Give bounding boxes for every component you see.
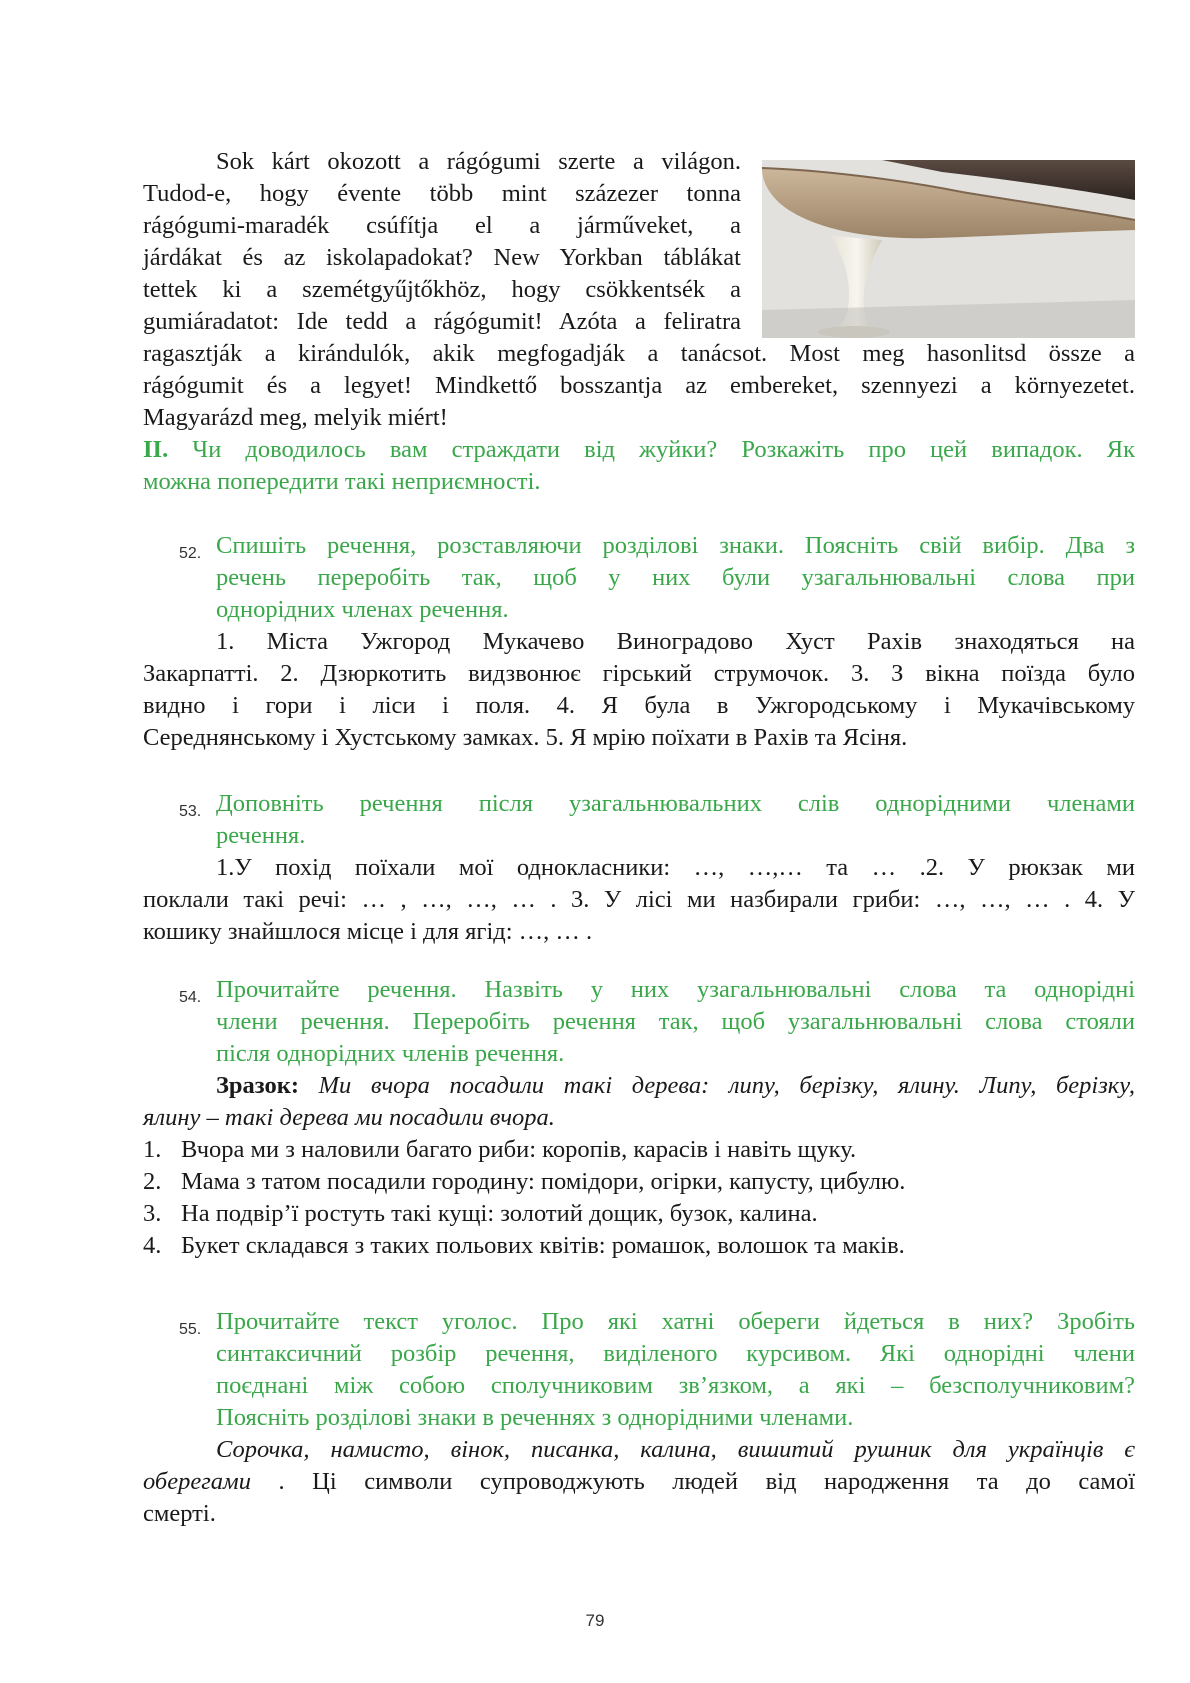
- exercise-text-line: кошику знайшлося місце і для ягід: …, … .: [143, 918, 593, 945]
- exercise-53-text: [143, 852, 1135, 948]
- exercise-54-number: 54.: [179, 989, 202, 1006]
- instruction-line: Доповніть речення після узагальнювальних слів однорідними членами: [216, 790, 1135, 817]
- list-item-text: Мама з татом посадили городину: помідори, огірки, капусту, цибулю.: [181, 1168, 906, 1195]
- exercise-text-line: 1.У похід поїхали мої однокласники: …, …,… та … .2. У рюкзак ми: [216, 854, 1135, 881]
- instruction-line: речення.: [216, 822, 306, 849]
- italic-sentence: оберегами: [143, 1468, 251, 1495]
- intro-line: rágógumi-maradék csúfítja el a járműveket, a: [143, 212, 741, 239]
- list-item: [143, 1230, 1135, 1262]
- intro-line: Tudod-e, hogy évente több mint százezer tonna: [143, 180, 741, 207]
- intro-paragraph-wrapped: [143, 146, 741, 338]
- task-2-line: Чи доводилось вам страждати від жуйки? Розкажіть про цей випадок. Як: [168, 436, 1135, 463]
- chewing-gum-photo: [762, 160, 1135, 338]
- shoe-with-gum-illustration: [762, 160, 1135, 338]
- exercise-54-list: [143, 1134, 1135, 1262]
- instruction-line: члени речення. Переробіть речення так, щоб узагальнювальні слова стояли: [216, 1008, 1135, 1035]
- list-item-text: Вчора ми з наловили багато риби: коропів, карасів і навіть щуку.: [181, 1136, 857, 1163]
- intro-line: ragasztják a kirándulók, akik megfogadják a tanácsot. Most meg hasonlitsd össze a: [143, 340, 1135, 367]
- list-item-text: Букет складався з таких польових квітів: ромашок, волошок та маків.: [181, 1232, 905, 1259]
- list-item-number: 3.: [143, 1200, 162, 1227]
- sample-label: Зразок:: [216, 1072, 300, 1099]
- list-item-number: 1.: [143, 1136, 162, 1163]
- exercise-text-line: видно і гори і ліси і поля. 4. Я була в Ужгородському і Мукачівському: [143, 692, 1135, 719]
- instruction-line: Спишіть речення, розставляючи розділові знаки. Поясніть свій вибір. Два з: [216, 532, 1135, 559]
- exercise-52-text: [143, 626, 1135, 754]
- exercise-55-number: 55.: [179, 1321, 202, 1338]
- exercise-52-number: 52.: [179, 545, 202, 562]
- exercise-53-number: 53.: [179, 803, 202, 820]
- list-item-number: 2.: [143, 1168, 162, 1195]
- sample-text: ялину – такі дерева ми посадили вчора.: [143, 1104, 555, 1131]
- list-item: [143, 1134, 1135, 1166]
- sample-text: Ми вчора посадили такі дерева: липу, берізку, ялину. Липу, берізку,: [299, 1072, 1135, 1099]
- intro-paragraph-full: [143, 338, 1135, 434]
- exercise-text-line: Середнянському і Хустському замках. 5. Я мрію поїхати в Рахів та Ясіня.: [143, 724, 908, 751]
- italic-sentence: Сорочка, намисто, вінок, писанка, калина, вишитий рушник для українців є: [216, 1436, 1135, 1463]
- list-item: [143, 1166, 1135, 1198]
- intro-line: Sok kárt okozott a rágógumi szerte a világon.: [216, 148, 741, 175]
- page-number: 79: [585, 1611, 605, 1630]
- instruction-line: речень переробіть так, щоб у них були узагальнювальні слова при: [216, 564, 1135, 591]
- task-2-line: можна попередити такі неприємності.: [143, 468, 541, 495]
- exercise-text: . Ці символи супроводжують людей від народження та до самої: [250, 1468, 1135, 1495]
- exercise-text-line: поклали такі речі: … , …, …, … . 3. У лісі ми назбирали гриби: …, …, … . 4. У: [143, 886, 1135, 913]
- intro-line: Magyarázd meg, melyik miért!: [143, 404, 448, 431]
- exercise-text-line: Закарпатті. 2. Дзюркотить видзвонює гірський струмочок. 3. З вікна поїзда було: [143, 660, 1135, 687]
- exercise-54-instruction: [216, 974, 1135, 1070]
- exercise-55-instruction: [216, 1306, 1135, 1434]
- intro-line: járdákat és az iskolapadokat? New Yorkban táblákat: [143, 244, 741, 271]
- instruction-line: Прочитайте текст уголос. Про які хатні обереги йдеться в них? Зробіть: [216, 1308, 1135, 1335]
- intro-line: gumiáradatot: Ide tedd a rágógumit! Azóta a feliratra: [143, 308, 741, 335]
- instruction-line: однорідних членах речення.: [216, 596, 509, 623]
- task-2: [143, 434, 1135, 498]
- exercise-53-instruction: [216, 788, 1135, 852]
- instruction-line: Поясніть розділові знаки в реченнях з однорідними членами.: [216, 1404, 854, 1431]
- instruction-line: поєднані між собою сполучниковим зв’язком, а які – безсполучниковим?: [216, 1372, 1135, 1399]
- instruction-line: після однорідних членів речення.: [216, 1040, 565, 1067]
- task-2-marker: II.: [143, 436, 169, 463]
- exercise-54-sample: [143, 1070, 1135, 1134]
- exercise-52-instruction: [216, 530, 1135, 626]
- list-item-text: На подвір’ї ростуть такі кущі: золотий дощик, бузок, калина.: [181, 1200, 818, 1227]
- exercise-text-line: смерті.: [143, 1500, 216, 1527]
- exercise-55-text: [143, 1434, 1135, 1530]
- list-item-number: 4.: [143, 1232, 162, 1259]
- intro-line: rágógumit és a legyet! Mindkettő bosszantja az embereket, szennyezi a környezetet.: [143, 372, 1135, 399]
- list-item: [143, 1198, 1135, 1230]
- instruction-line: синтаксичний розбір речення, виділеного курсивом. Які однорідні члени: [216, 1340, 1135, 1367]
- instruction-line: Прочитайте речення. Назвіть у них узагальнювальні слова та однорідні: [216, 976, 1135, 1003]
- exercise-text-line: 1. Міста Ужгород Мукачево Виноградово Хуст Рахів знаходяться на: [216, 628, 1135, 655]
- intro-line: tettek ki a szemétgyűjtőkhöz, hogy csökkentsék a: [143, 276, 741, 303]
